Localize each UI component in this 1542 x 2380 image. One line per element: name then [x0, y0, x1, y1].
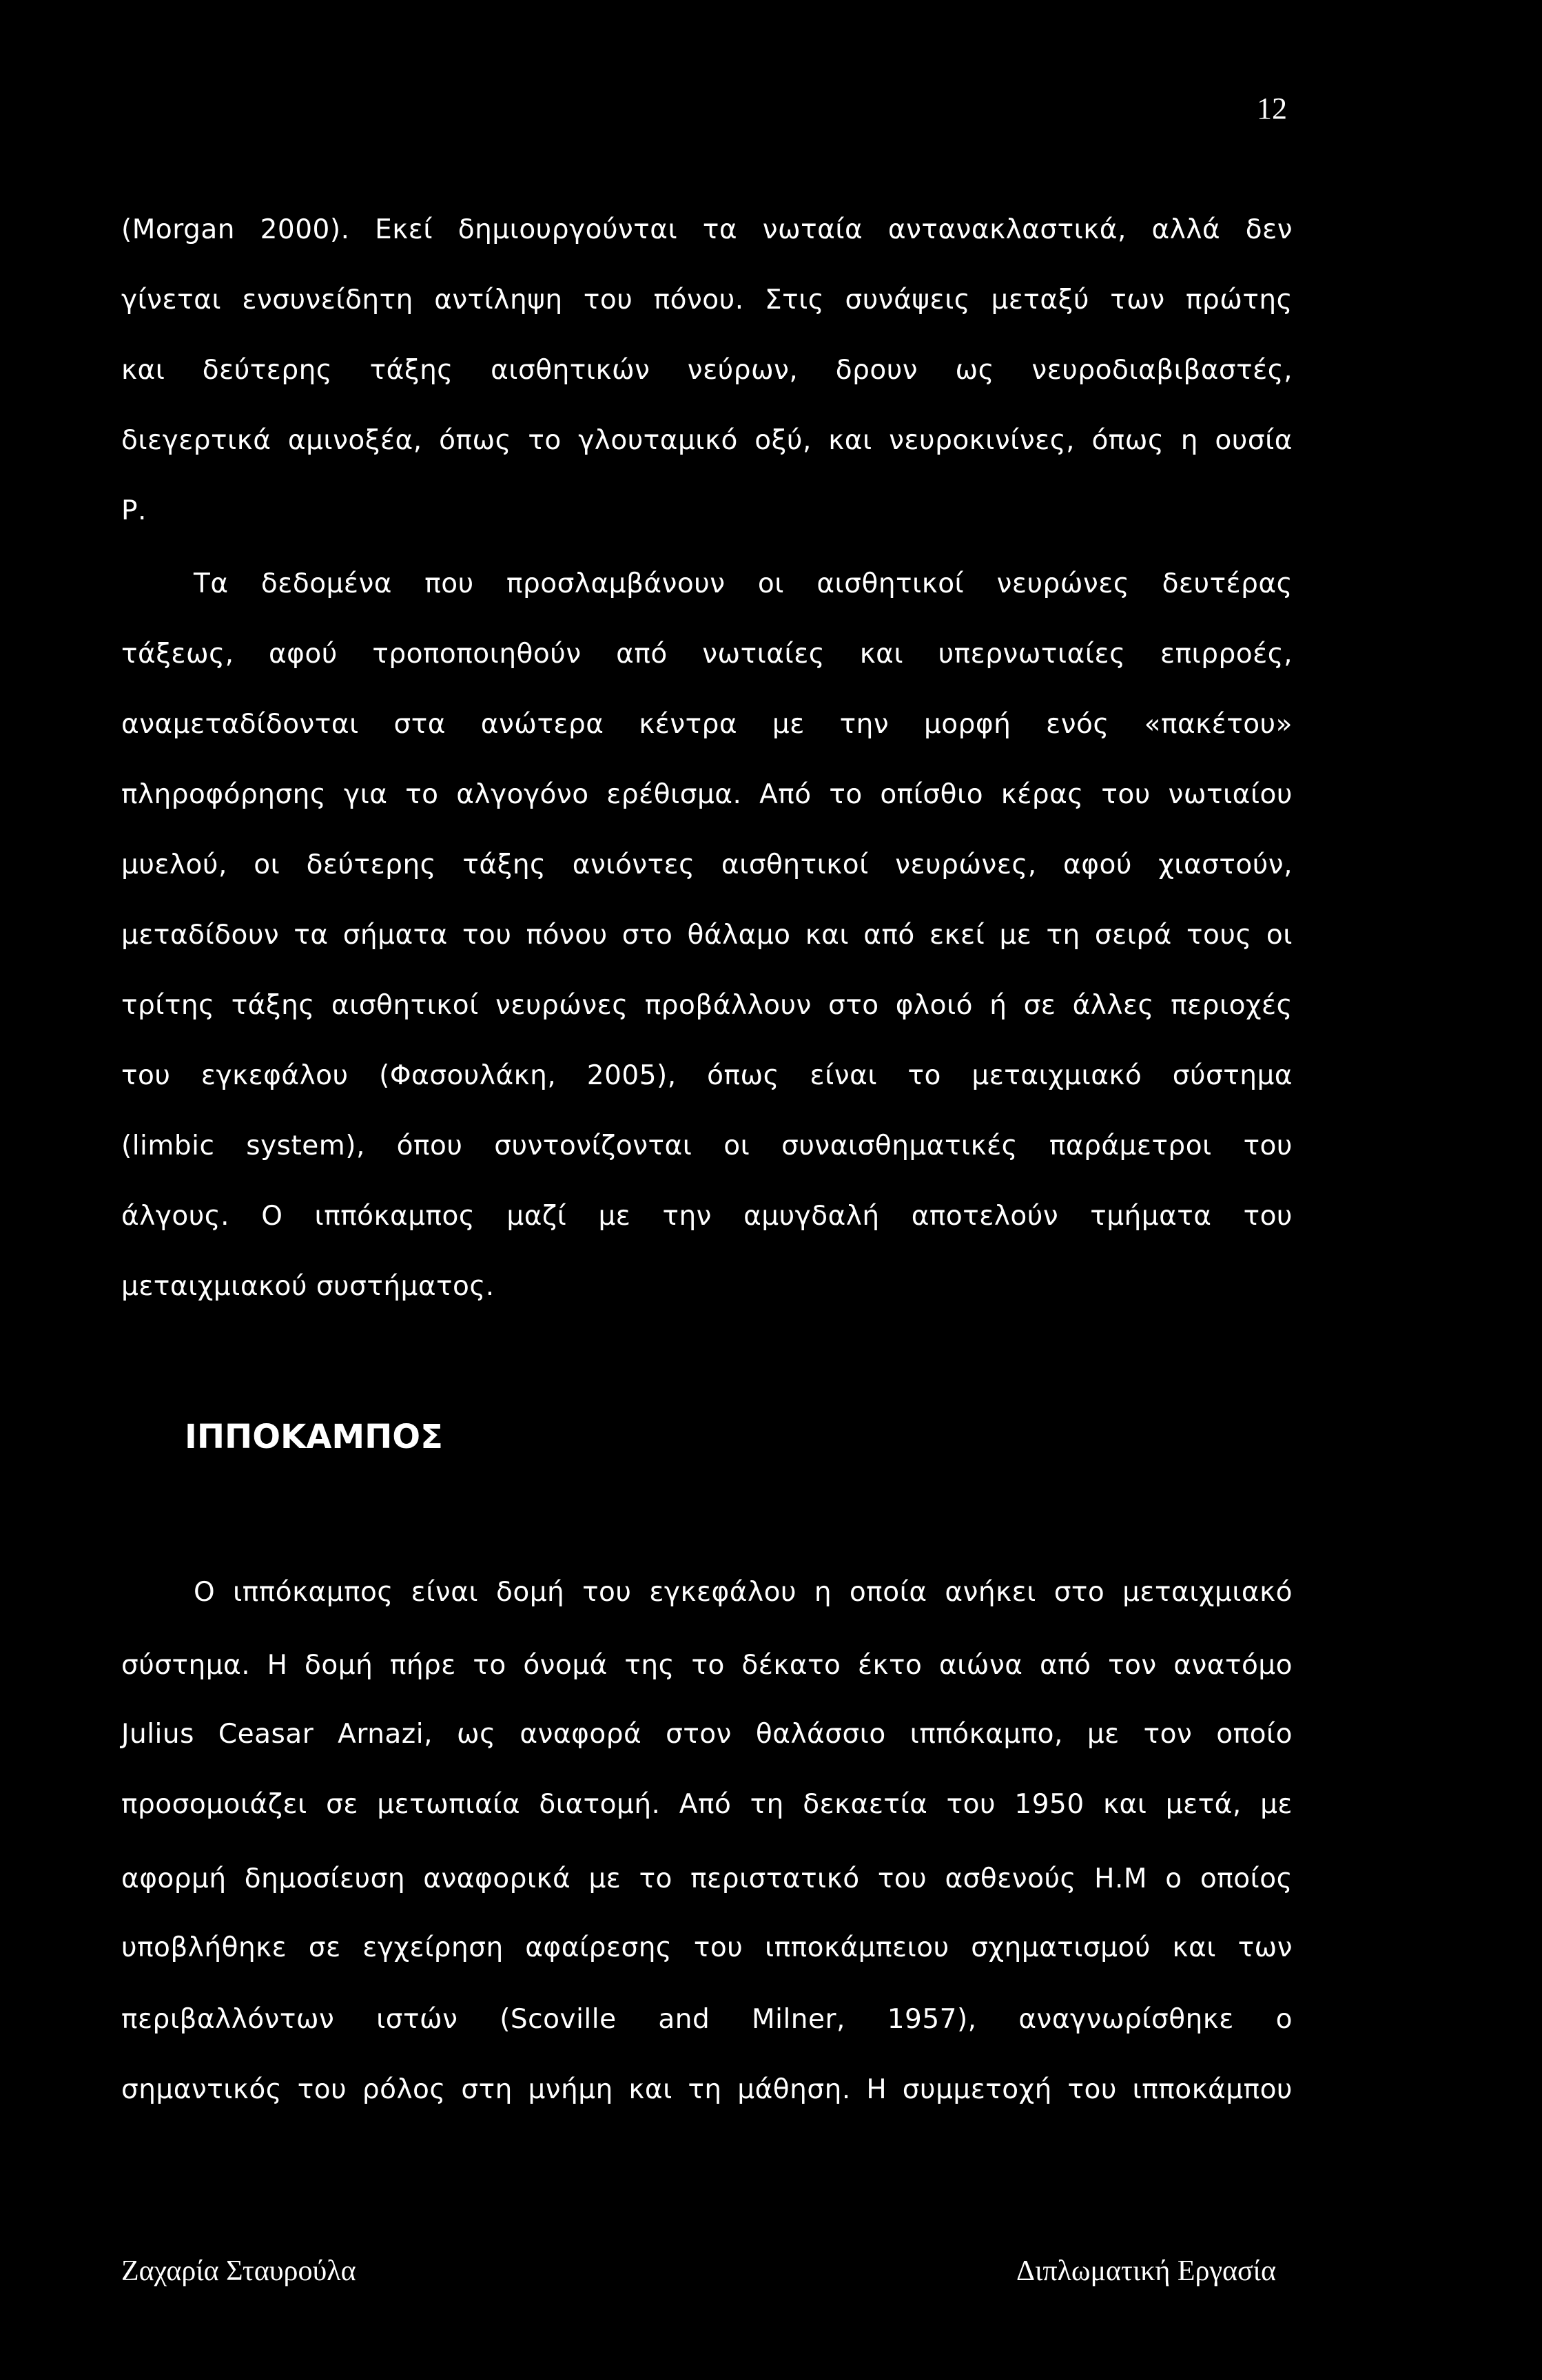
- section-line: υποβλήθηκε σε εγχείρηση αφαίρεσης του ιπποκάμπειου σχηματισμού και των: [121, 1932, 1293, 1963]
- paragraph-line: μυελού, οι δεύτερης τάξης ανιόντες αισθητικοί νευρώνες, αφού χιαστούν,: [121, 849, 1293, 880]
- paragraph-line: τάξεως, αφού τροποποιηθούν από νωτιαίες και υπερνωτιαίες επιρροές,: [121, 639, 1293, 670]
- paragraph-line: πληροφόρησης για το αλγογόνο ερέθισμα. Από το οπίσθιο κέρας του νωτιαίου: [121, 779, 1293, 810]
- paragraph-line: διεγερτικά αμινοξέα, όπως το γλουταμικό οξύ, και νευροκινίνες, όπως η ουσία: [121, 425, 1293, 456]
- paragraph-line: (limbic system), όπου συντονίζονται οι συναισθηματικές παράμετροι του: [121, 1130, 1293, 1161]
- paragraph-line: και δεύτερης τάξης αισθητικών νεύρων, δρουν ως νευροδιαβιβαστές,: [121, 355, 1293, 386]
- section-line: Julius Ceasar Arnazi, ως αναφορά στον θαλάσσιο ιππόκαμπο, με τον οποίο: [121, 1719, 1293, 1750]
- paragraph-line: μεταιχμιακού συστήματος.: [121, 1271, 495, 1302]
- section-line: περιβαλλόντων ιστών (Scoville and Milner, 1957), αναγνωρίσθηκε ο: [121, 2004, 1293, 2035]
- page-number: 12: [1257, 92, 1287, 125]
- paragraph-line: γίνεται ενσυνείδητη αντίληψη του πόνου. Στις συνάψεις μεταξύ των πρώτης: [121, 284, 1293, 315]
- footer-title: Διπλωματική Εργασία: [1016, 2255, 1276, 2287]
- section-line: σημαντικός του ρόλος στη μνήμη και τη μάθηση. Η συμμετοχή του ιπποκάμπου: [121, 2074, 1293, 2105]
- paragraph-line: Τα δεδομένα που προσλαμβάνουν οι αισθητικοί νευρώνες δευτέρας: [194, 568, 1293, 599]
- paragraph-line: Ρ.: [121, 495, 147, 526]
- paragraph-line: αναμεταδίδονται στα ανώτερα κέντρα με την μορφή ενός «πακέτου»: [121, 709, 1293, 740]
- paragraph-line: μεταδίδουν τα σήματα του πόνου στο θάλαμο και από εκεί με τη σειρά τους οι: [121, 920, 1293, 951]
- section-heading: ΙΠΠΟΚΑΜΠΟΣ: [185, 1418, 443, 1456]
- section-line: Ο ιππόκαμπος είναι δομή του εγκεφάλου η οποία ανήκει στο μεταιχμιακό: [194, 1577, 1293, 1608]
- footer-author: Ζαχαρία Σταυρούλα: [121, 2255, 356, 2287]
- section-line: προσομοιάζει σε μετωπιαία διατομή. Από τη δεκαετία του 1950 και μετά, με: [121, 1789, 1293, 1820]
- section-line: αφορμή δημοσίευση αναφορικά με το περιστατικό του ασθενούς Η.Μ ο οποίος: [121, 1863, 1293, 1894]
- paragraph-line: του εγκεφάλου (Φασουλάκη, 2005), όπως είναι το μεταιχμιακό σύστημα: [121, 1060, 1293, 1091]
- paragraph-line: τρίτης τάξης αισθητικοί νευρώνες προβάλλουν στο φλοιό ή σε άλλες περιοχές: [121, 990, 1293, 1021]
- paragraph-line: άλγους. Ο ιππόκαμπος μαζί με την αμυγδαλή αποτελούν τμήματα του: [121, 1201, 1293, 1232]
- paragraph-line: (Morgan 2000). Εκεί δημιουργούνται τα νωταία αντανακλαστικά, αλλά δεν: [121, 214, 1293, 245]
- section-line: σύστημα. Η δομή πήρε το όνομά της το δέκατο έκτο αιώνα από τον ανατόμο: [121, 1650, 1293, 1681]
